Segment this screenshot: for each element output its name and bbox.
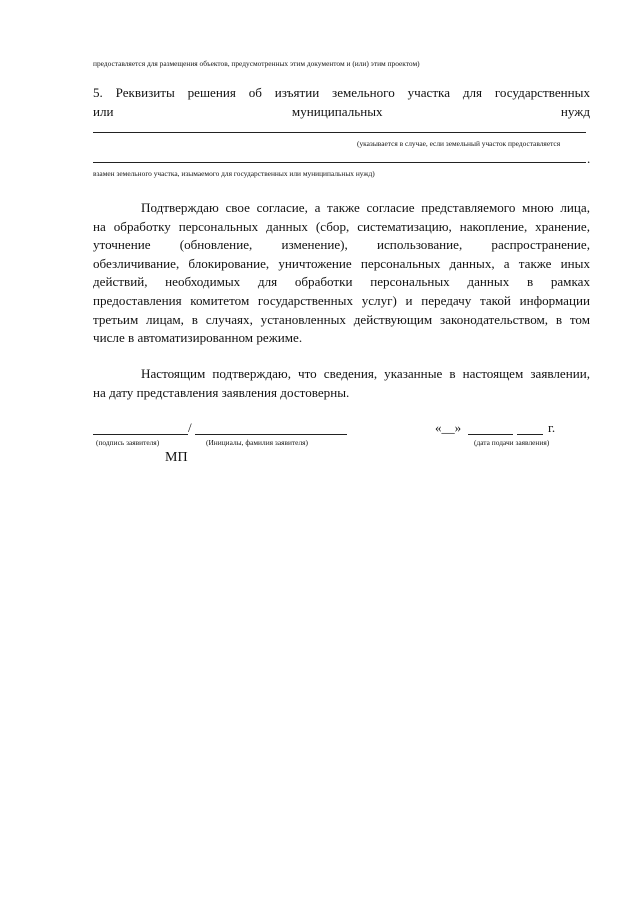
section5-word-or: или bbox=[93, 104, 114, 119]
blank-line-2 bbox=[93, 162, 586, 163]
date-year-suffix: г. bbox=[548, 420, 556, 435]
initials-line bbox=[195, 434, 347, 435]
consent-line: Подтверждаю свое согласие, а также согласие представляемого мною лица, bbox=[141, 200, 590, 215]
signature-slash: / bbox=[188, 420, 192, 435]
section5-line2 bbox=[93, 103, 590, 121]
section5-note2: взамен земельного участка, изымаемого для государственных или муниципальных нужд) bbox=[93, 169, 375, 178]
consent-paragraph bbox=[93, 199, 590, 348]
section5-note1: (указывается в случае, если земельный участок предоставляется bbox=[357, 139, 561, 148]
consent-line: третьим лицам, в случаях, установленных действующим законодательством, в том bbox=[93, 311, 590, 327]
confirm-line: Настоящим подтверждаю, что сведения, указанные в настоящем заявлении, bbox=[141, 366, 590, 381]
top-note: предоставляется для размещения объектов, предусмотренных этим документом и (или) этим проектом) bbox=[93, 59, 420, 68]
confirm-paragraph bbox=[93, 365, 590, 402]
caption-signature: (подпись заявителя) bbox=[96, 438, 160, 447]
consent-line: уточнение (обновление, изменение), использование, распространение, bbox=[93, 237, 590, 253]
signature-line bbox=[93, 434, 188, 435]
caption-date: (дата подачи заявления) bbox=[474, 438, 550, 447]
section5-line1: 5. Реквизиты решения об изъятии земельного участка для государственных bbox=[93, 85, 590, 100]
consent-line: предоставления комитетом государственных услуг) и передачу такой информации bbox=[93, 292, 590, 308]
blank-line-1 bbox=[93, 132, 586, 133]
section5-word-municipal: муниципальных bbox=[291, 104, 383, 119]
consent-line: действий, необходимых для обработки персональных данных в рамках bbox=[93, 274, 590, 290]
consent-line: числе в автоматизированном режиме. bbox=[93, 330, 303, 346]
confirm-line: на дату представления заявления достоверны. bbox=[93, 384, 350, 400]
section5-word-needs: нужд bbox=[560, 104, 590, 119]
date-year-line bbox=[517, 434, 543, 435]
date-month-line bbox=[468, 434, 513, 435]
stamp-placeholder: МП bbox=[165, 450, 188, 465]
date-day: «__» bbox=[435, 420, 462, 435]
consent-line: обезличивание, блокирование, уничтожение персональных данных, а также иных bbox=[93, 255, 590, 271]
consent-line: на обработку персональных данных (сбор, систематизацию, накопление, хранение, bbox=[93, 218, 590, 234]
blank-line-2-period: . bbox=[587, 151, 591, 166]
caption-initials: (Инициалы, фамилия заявителя) bbox=[206, 438, 309, 447]
